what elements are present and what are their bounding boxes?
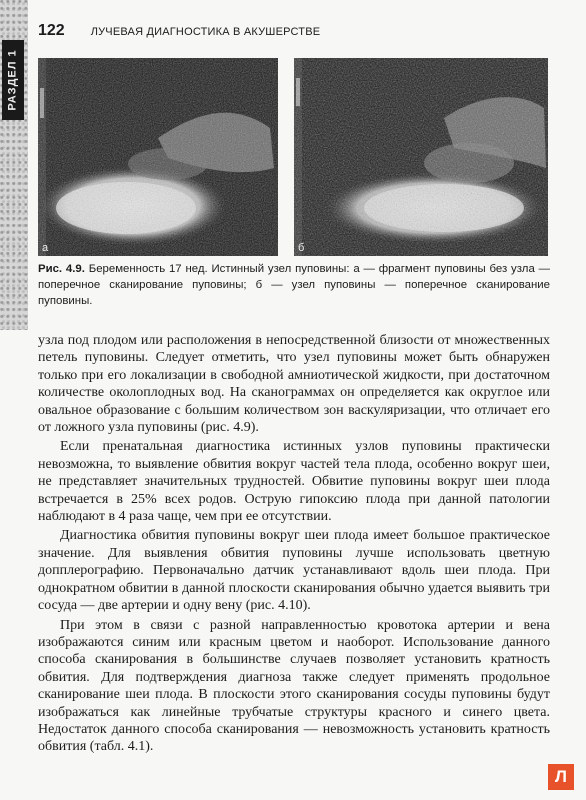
paragraph: Диагностика обвития пуповины вокруг шеи плода имеет большое практическое значение. Для выявления обвития пуповины лучше использовать цветную допплерографию. Первоначально датчик устанавливают вдоль шеи плода. При однократном обвитии в данной плоскости сканирования обычно удается выявить три сосуда — две артерии и одну вену (рис. 4.10). — [38, 528, 550, 614]
running-title: ЛУЧЕВАЯ ДИАГНОСТИКА В АКУШЕРСТВЕ — [90, 26, 321, 38]
ultrasound-panel-b — [294, 58, 548, 256]
caption-text: Беременность 17 нед. Истинный узел пуповины: а — фрагмент пуповины без узла — поперечное сканирование пуповины; б — узел пуповины — поперечное сканирование пуповины. — [38, 263, 550, 307]
logo-glyph: Л — [555, 767, 567, 786]
ultrasound-figure — [38, 58, 548, 256]
page-number: 122 — [38, 22, 65, 39]
figure-caption — [38, 262, 550, 309]
panel-a-label: а — [42, 242, 49, 254]
paragraph: Если пренатальная диагностика истинных узлов пуповины практически невозможна, то выявление обвития вокруг частей тела плода, особенно вокруг шеи, не представляет значительных трудностей. Обвитие пуповины вокруг шеи плода встречается в 25% всех родов. Острую гипоксию плода при данной патологии наблюдают в 4 раза чаще, чем при ее отсутствии. — [38, 439, 550, 525]
paragraph: узла под плодом или расположения в непосредственной близости от множественных петель пуповины. Следует отметить, что узел пуповины может быть обнаружен только при его локализации в свободной амниотической жидкости, при достаточном количестве околоплодных вод. На сканограммах он определяется как округлое или овальное образование с большим количеством зон васкуляризации, что отличает его от ложного узла пуповины (рис. 4.9). — [38, 333, 550, 436]
side-texture — [0, 0, 28, 330]
body-text — [38, 332, 550, 756]
ultrasound-image-b — [294, 58, 548, 256]
publisher-logo — [548, 764, 574, 790]
section-tab-label: РАЗДЕЛ 1 — [7, 49, 19, 111]
section-tab — [2, 40, 24, 120]
ultrasound-panel-a — [38, 58, 278, 256]
caption-ref: Рис. 4.9. — [38, 263, 85, 275]
page-header — [38, 22, 546, 42]
panel-b-label: б — [298, 242, 305, 254]
ultrasound-image-a — [38, 58, 278, 256]
paragraph: При этом в связи с разной направленностью кровотока артерии и вена изображаются синим или красным цветом и наоборот. Использование данного способа сканирования в большинстве случаев позволяет установить кратность обвития. Для подтверждения диагноза также следует применять продольное сканирование шеи плода. В плоскости этого сканирования сосуды пуповины будут изображаться как линейные трубчатые структуры красного и синего цвета. Недостаток данного способа сканирования — невозможность установить кратность обвития (табл. 4.1). — [38, 617, 550, 755]
